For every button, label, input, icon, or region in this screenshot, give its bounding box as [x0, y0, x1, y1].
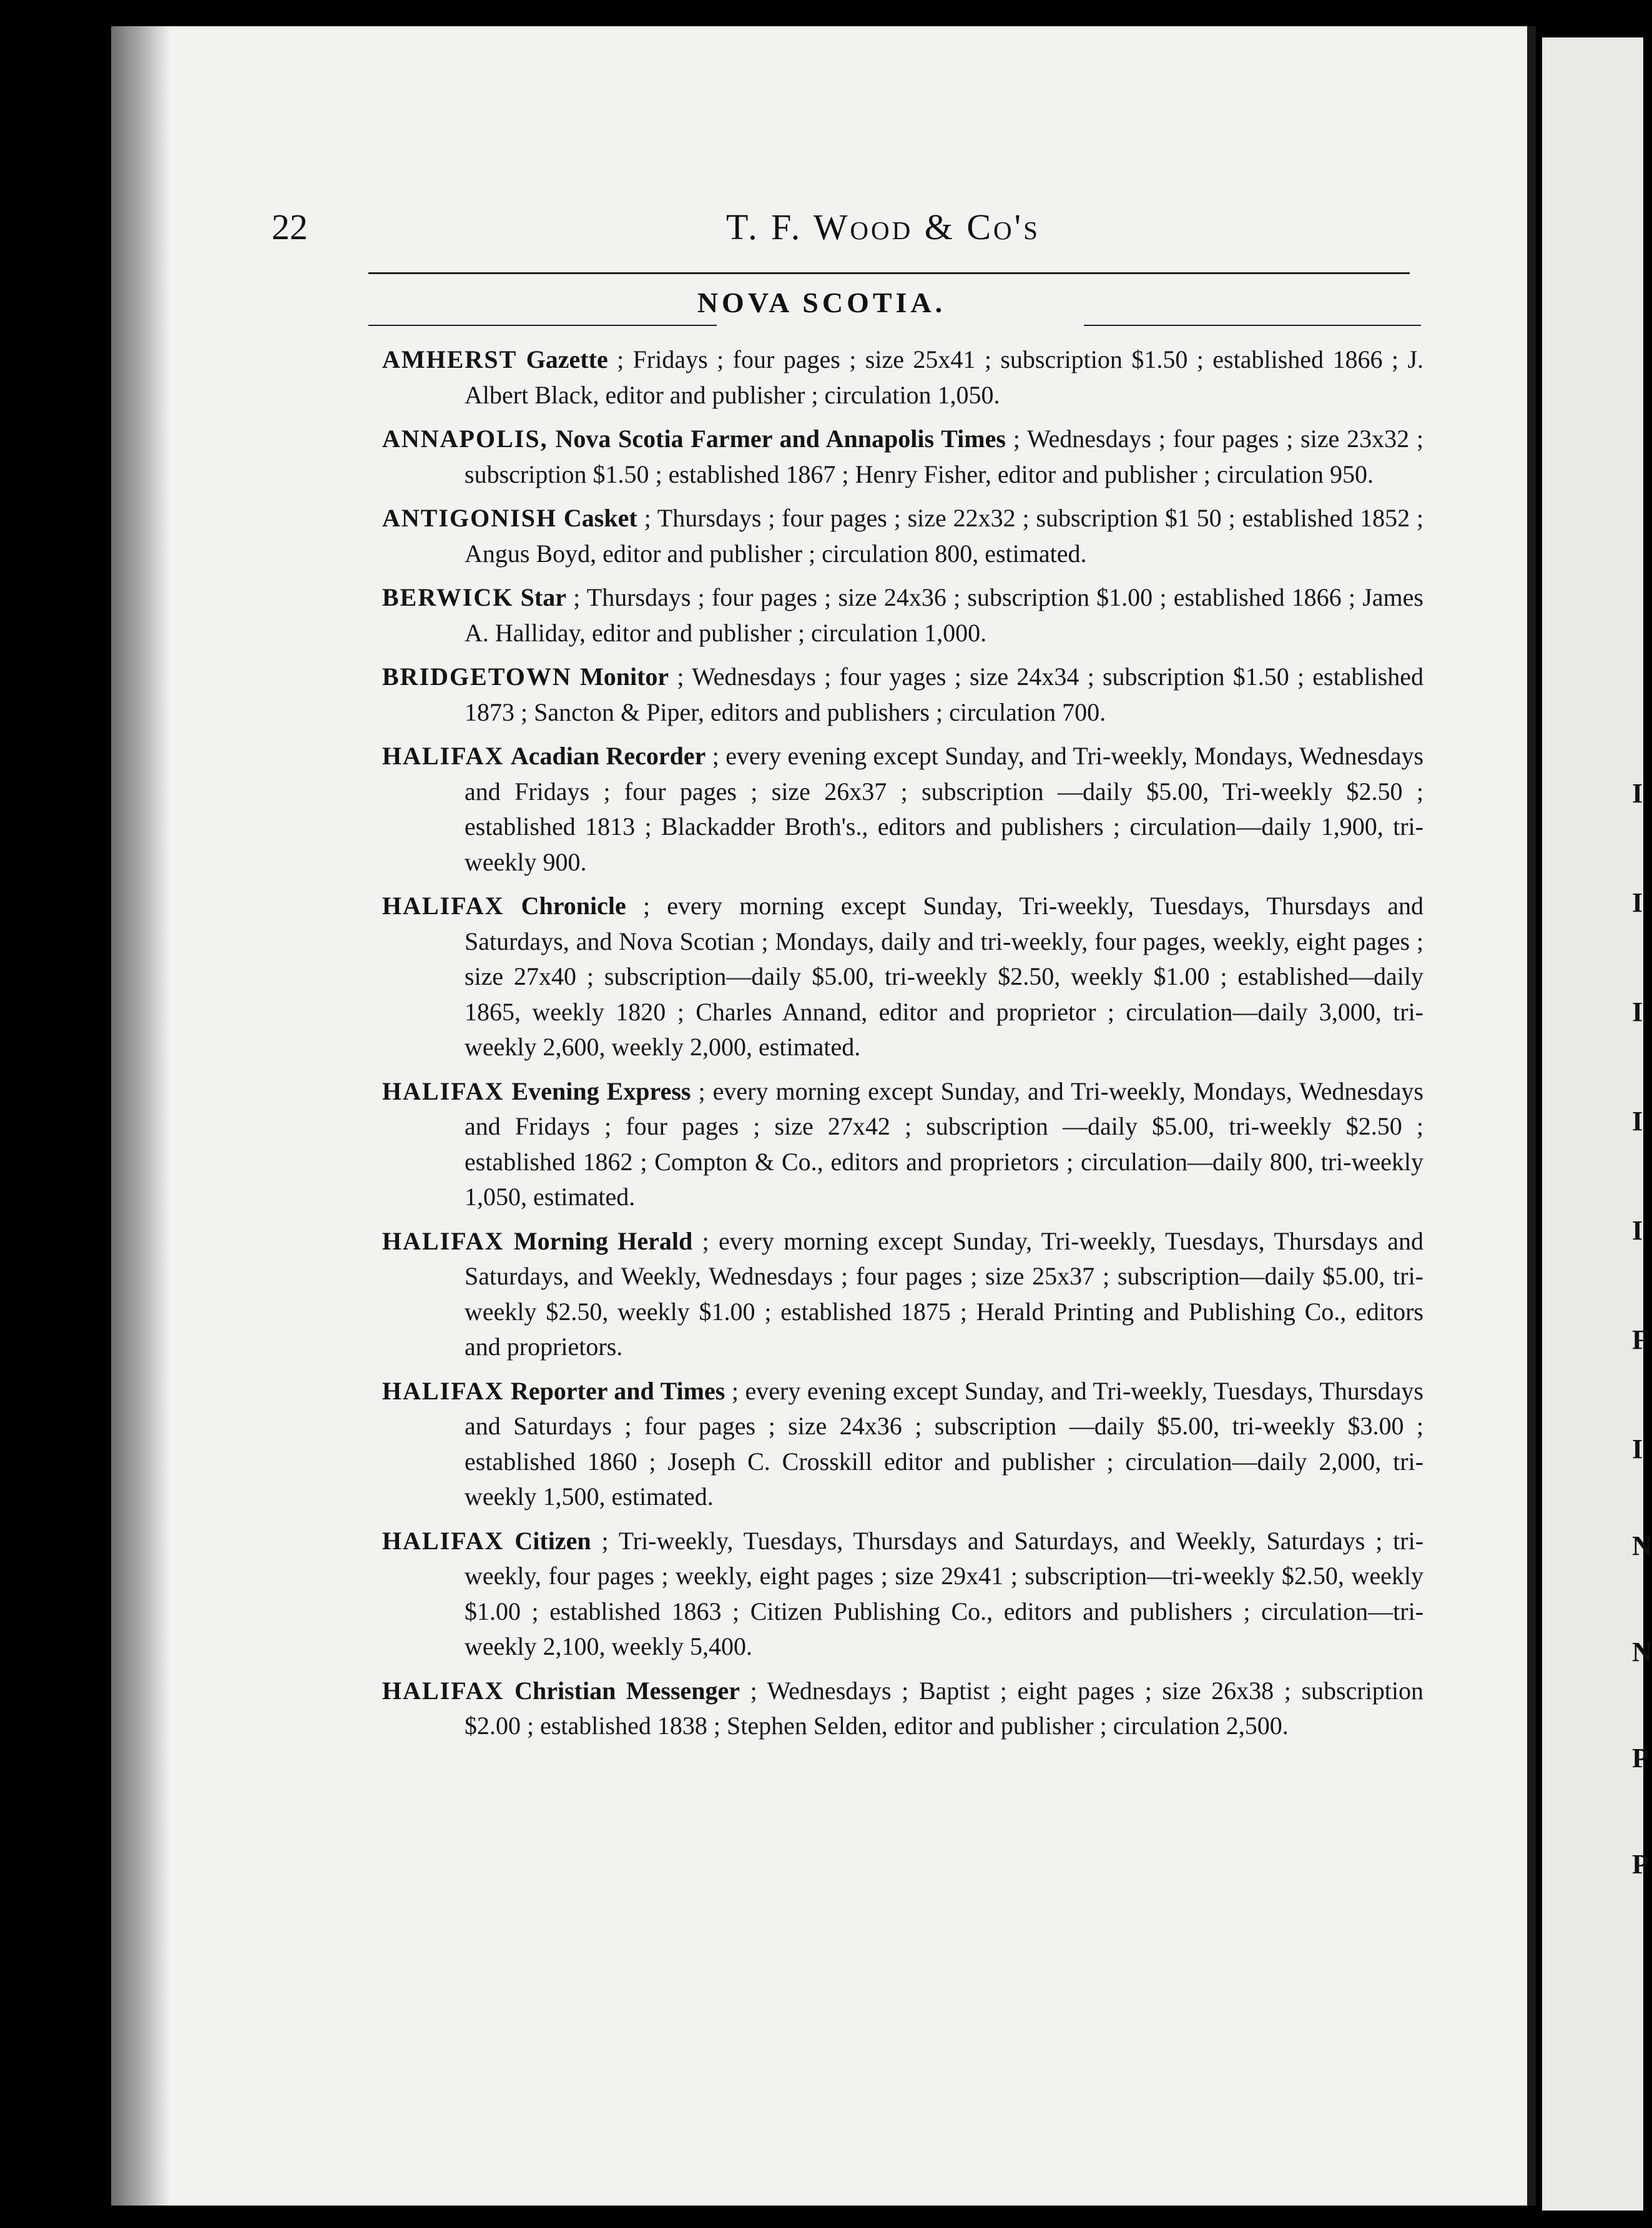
entry-paper-name: Reporter and Times	[511, 1376, 725, 1405]
entry-details: ; Tri-weekly, Tuesdays, Thursdays and Saturdays, and Weekly, Saturdays ; tri-weekly, four pages ; weekly, eight pages ; size 29x41 ; subscription—tri-weekly $2.50, weekly $1.00 ; established 1863 ; Citizen Publishing Co., editors and publishers ; circulation—tri-weekly 2,100, weekly 5,400.	[465, 1526, 1424, 1660]
directory-entry	[382, 580, 1423, 651]
entry-town: ANTIGONISH	[382, 504, 558, 532]
entry-details: ; Fridays ; four pages ; size 25x41 ; subscription $1.50 ; established 1866 ; J. Albert Black, editor and publisher ; circulation 1,050.	[465, 345, 1424, 409]
directory-entry	[382, 1224, 1423, 1365]
entry-town: HALIFAX	[382, 1526, 504, 1555]
facing-letter: P	[1632, 1743, 1649, 1773]
page-binding-shadow	[111, 26, 170, 2206]
directory-entry	[382, 421, 1423, 492]
entry-town: HALIFAX	[382, 1676, 504, 1705]
entry-town: BRIDGETOWN	[382, 663, 572, 691]
entry-details: ; Thursdays ; four pages ; size 24x36 ; subscription $1.00 ; established 1866 ; James A. Halliday, editor and publisher ; circulation 1,000.	[465, 583, 1423, 647]
entry-town: HALIFAX	[382, 1226, 504, 1255]
entry-paper-name: Monitor	[580, 663, 669, 691]
entry-paper-name: Gazette	[526, 345, 608, 373]
entry-paper-name: Morning Herald	[513, 1226, 693, 1255]
facing-letter: I	[1632, 887, 1643, 918]
facing-letter: I	[1632, 1434, 1643, 1464]
entry-details: ; every morning except Sunday, and Tri-weekly, Mondays, Wednesdays and Fridays ; four pages ; size 27x42 ; subscription —daily $5.00, tri-weekly $2.50 ; established 1862 ; Compton & Co., editors and proprietors ; circulation—daily 800, tri-weekly 1,050, estimated.	[465, 1077, 1423, 1211]
entry-details: ; Wednesdays ; Baptist ; eight pages ; size 26x38 ; subscription $2.00 ; established 1838 ; Stephen Selden, editor and publisher ; circulation 2,500.	[465, 1676, 1424, 1740]
entry-details: ; every morning except Sunday, Tri-weekly, Tuesdays, Thursdays and Saturdays, and Nova Scotian ; Mondays, daily and tri-weekly, four pages, weekly, eight pages ; size 27x40 ; subscription—daily $5.00, tri-weekly $2.50, weekly $1.00 ; established—daily 1865, weekly 1820 ; Charles Annand, editor and proprietor ; circulation—daily 3,000, tri-weekly 2,600, weekly 2,000, estimated.	[465, 892, 1424, 1061]
directory-entry	[382, 889, 1423, 1065]
facing-letter: F	[1632, 1324, 1649, 1355]
entry-paper-name: Evening Express	[511, 1077, 691, 1105]
header-rule	[368, 272, 1410, 274]
entry-town: HALIFAX	[382, 742, 504, 770]
facing-page-letters	[1632, 0, 1652, 2228]
facing-page	[1542, 37, 1652, 2211]
directory-entry	[382, 342, 1423, 413]
directory-entry	[382, 1673, 1423, 1744]
facing-letter: N	[1632, 1637, 1652, 1667]
page-number: 22	[272, 207, 308, 247]
entry-details: ; Wednesdays ; four pages ; size 23x32 ; subscription $1.50 ; established 1867 ; Henry Fisher, editor and publisher ; circulation 950.	[465, 425, 1424, 488]
entry-paper-name: Casket	[563, 504, 637, 532]
section-title: NOVA SCOTIA.	[697, 287, 946, 318]
directory-entries	[382, 342, 1423, 1753]
entry-paper-name: Acadian Recorder	[510, 742, 706, 770]
running-head: T. F. Wood & Co's	[726, 207, 1040, 247]
entry-town: ANNAPOLIS,	[382, 425, 548, 453]
entry-town: HALIFAX	[382, 1077, 504, 1105]
directory-entry	[382, 1524, 1423, 1665]
entry-paper-name: Chronicle	[521, 892, 626, 920]
directory-entry	[382, 1374, 1423, 1515]
entry-details: ; every morning except Sunday, Tri-weekly, Tuesdays, Thursdays and Saturdays, and Weekly, Wednesdays ; four pages ; size 25x37 ; subscription—daily $5.00, tri-weekly $2.50, weekly $1.00 ; established 1875 ; Herald Printing and Publishing Co., editors and proprietors.	[465, 1226, 1424, 1361]
entry-details: ; Thursdays ; four pages ; size 22x32 ; subscription $1 50 ; established 1852 ; Angus Boyd, editor and publisher ; circulation 800, estimated.	[465, 504, 1424, 568]
directory-entry	[382, 501, 1423, 571]
page-fold-edge	[1527, 26, 1536, 2206]
facing-letter: I	[1632, 1106, 1643, 1136]
facing-letter: I	[1632, 997, 1643, 1027]
facing-letter: I	[1632, 778, 1643, 809]
section-rule-right	[1084, 325, 1421, 326]
entry-paper-name: Citizen	[514, 1526, 591, 1555]
facing-letter: N	[1632, 1531, 1652, 1561]
entry-town: BERWICK	[382, 583, 514, 611]
entry-details: ; Wednesdays ; four yages ; size 24x34 ; subscription $1.50 ; established 1873 ; Sancton & Piper, editors and publishers ; circulation 700.	[465, 663, 1423, 726]
entry-town: HALIFAX	[382, 892, 504, 920]
entry-town: HALIFAX	[382, 1376, 504, 1405]
entry-town: AMHERST	[382, 345, 518, 373]
directory-entry	[382, 739, 1423, 880]
facing-letter: I	[1632, 1215, 1643, 1246]
facing-letter: P	[1632, 1849, 1649, 1880]
entry-paper-name: Star	[520, 583, 566, 611]
directory-entry	[382, 659, 1423, 730]
directory-entry	[382, 1074, 1423, 1215]
entry-details: ; every evening except Sunday, and Tri-weekly, Tuesdays, Thursdays and Saturdays ; four pages ; size 24x36 ; subscription —daily $5.00, tri-weekly $3.00 ; established 1860 ; Joseph C. Crosskill editor and publisher ; circulation—daily 2,000, tri-weekly 1,500, estimated.	[465, 1376, 1423, 1511]
page-header	[272, 206, 1420, 256]
section-rule-left	[368, 325, 717, 326]
entry-paper-name: Nova Scotia Farmer and Annapolis Times	[555, 425, 1006, 453]
entry-details: ; every evening except Sunday, and Tri-weekly, Mondays, Wednesdays and Fridays ; four pages ; size 26x37 ; subscription —daily $5.00, Tri-weekly $2.50 ; established 1813 ; Blackadder Broth's., editors and publishers ; circulation—daily 1,900, tri-weekly 900.	[465, 742, 1424, 876]
entry-paper-name: Christian Messenger	[514, 1676, 740, 1705]
